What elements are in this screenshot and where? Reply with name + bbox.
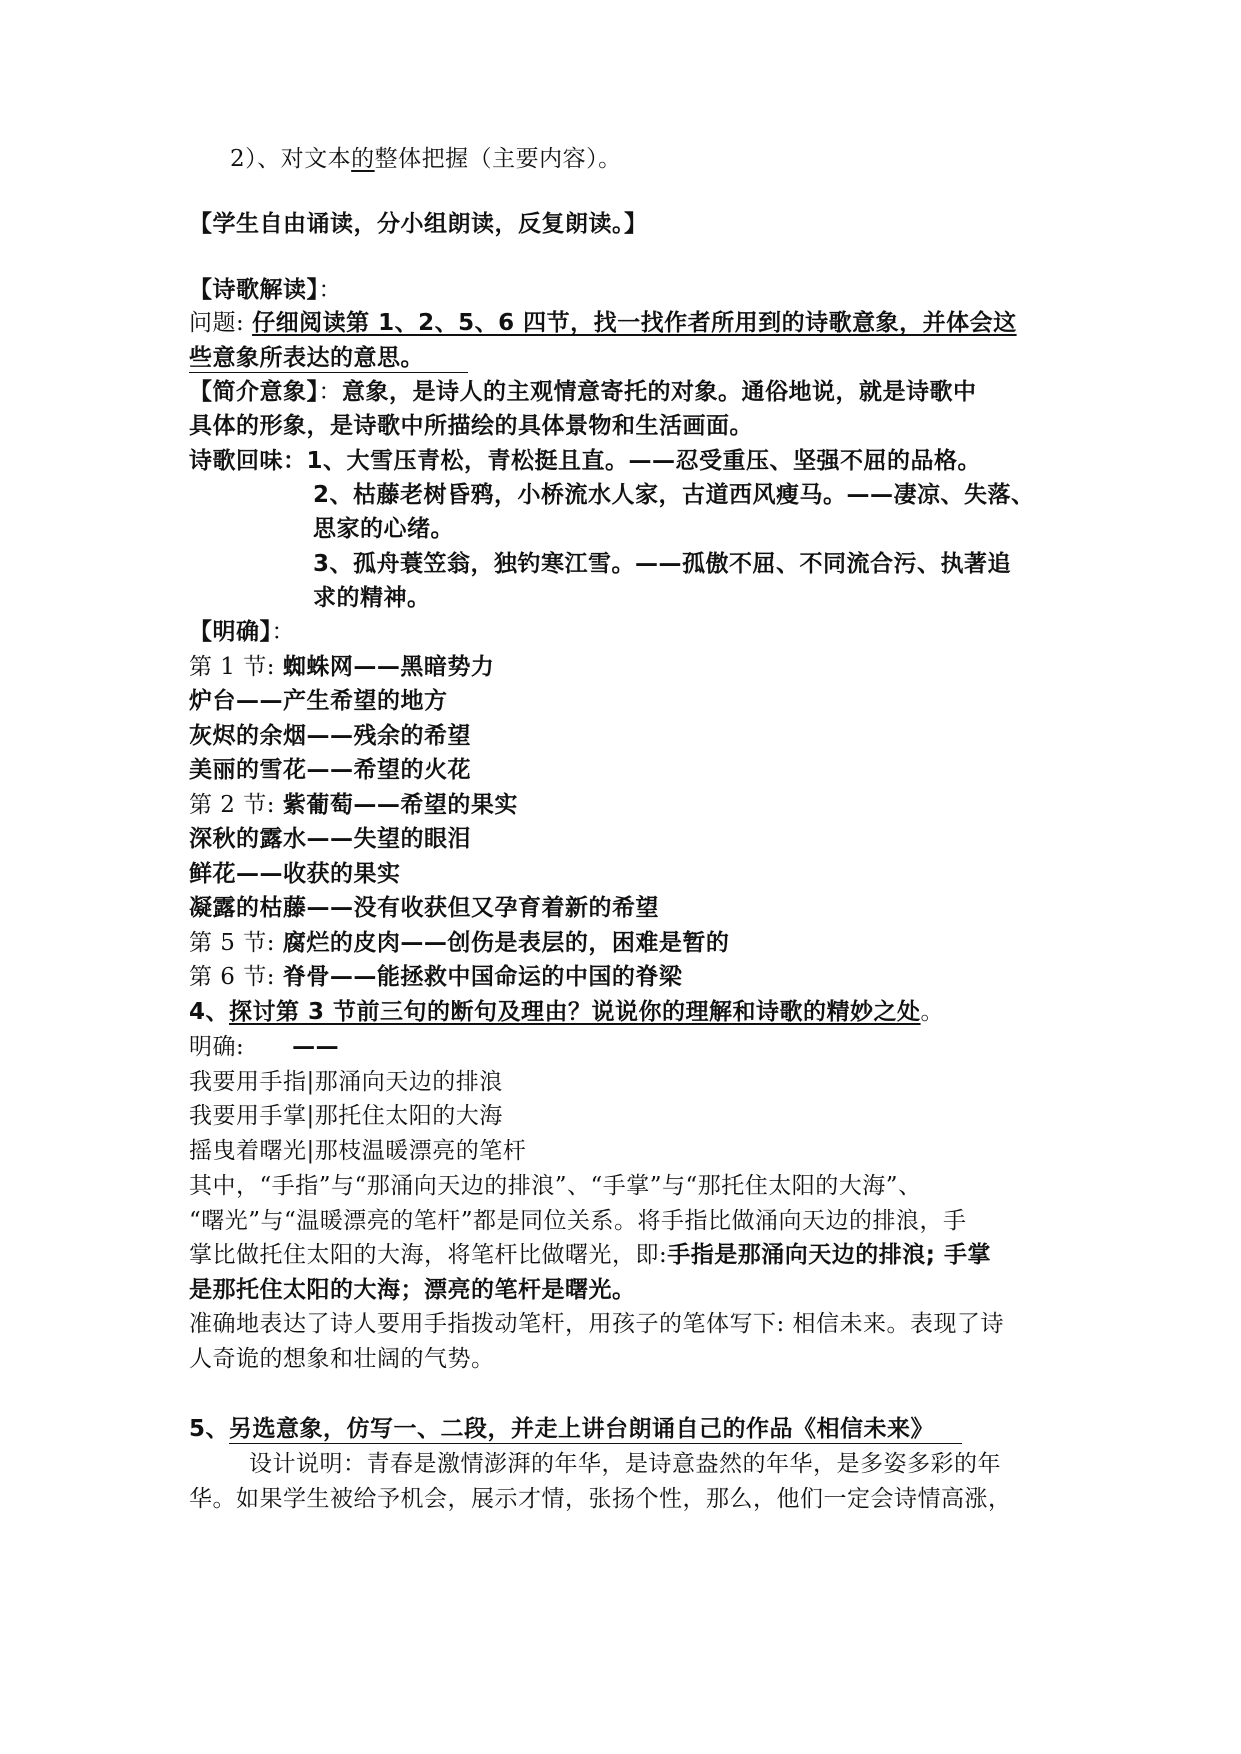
imagery-pair: 紫葡萄——希望的果实 (282, 792, 518, 818)
section-1-line (189, 649, 494, 685)
question-number: 4、 (189, 999, 230, 1025)
explanation-line (189, 1237, 991, 1273)
section-label: 第 1 节: (189, 654, 276, 680)
poem-review-item-3-cont: 求的精神。 (313, 585, 431, 611)
clarify-heading-text: 【明确】 (189, 619, 272, 645)
question-4-end: 。 (920, 999, 945, 1025)
explanation-line: “曙光”与“温暖漂亮的笔杆”都是同位关系。将手指比做涌向天边的排浪，手 (189, 1208, 967, 1234)
summary-line: 准确地表达了诗人要用手指拨动笔杆，用孩子的笔体写下: 相信未来。表现了诗 (189, 1311, 1005, 1337)
imagery-pair: 鲜花——收获的果实 (189, 861, 401, 887)
question-number: 5、 (189, 1416, 230, 1442)
poem-review-item-2-cont: 思家的心绪。 (313, 516, 454, 542)
imagery-pair: 美丽的雪花——希望的火花 (189, 757, 471, 783)
imagery-pair: 炉台——产生希望的地方 (189, 688, 448, 714)
section-label: 第 5 节: (189, 930, 276, 956)
poem-line: 我要用手掌|那托住太阳的大海 (189, 1103, 503, 1129)
clarify-heading (189, 614, 295, 650)
section-2-line (189, 787, 518, 823)
poem-review-item-3: 3、孤舟蓑笠翁，独钓寒江雪。——孤傲不屈、不同流合污、执著追 (313, 551, 1012, 577)
design-note-line: 设计说明：青春是激情澎湃的年华，是诗意盎然的年华，是多姿多彩的年 (249, 1451, 1001, 1477)
heading-text: 【诗歌解读】 (189, 277, 319, 303)
question-line-2 (189, 340, 468, 376)
imagery-colon: ： (318, 379, 342, 405)
imagery-heading: 【简介意象】 (189, 379, 319, 405)
question-line-1 (189, 305, 1017, 341)
section-label: 第 2 节: (189, 792, 276, 818)
imagery-pair: 脊骨——能拯救中国命运的中国的脊梁 (282, 964, 683, 990)
q4-clarify-line (189, 1029, 339, 1065)
summary-line: 人奇诡的想象和壮阔的气势。 (189, 1346, 495, 1372)
clarify-colon: ： (271, 619, 295, 645)
explanation-line: 是那托住太阳的大海；漂亮的笔杆是曙光。 (189, 1277, 636, 1303)
explanation-bold: 手指是那涌向天边的排浪; 手掌 (667, 1242, 991, 1268)
imagery-pair: 凝露的枯藤——没有收获但又孕育着新的希望 (189, 895, 659, 921)
imagery-pair: 深秋的露水——失望的眼泪 (189, 826, 471, 852)
section-5-line (189, 925, 729, 961)
poem-analysis-heading (189, 272, 342, 308)
section-label: 第 6 节: (189, 964, 276, 990)
design-note-line: 华。如果学生被给予机会，展示才情，张扬个性，那么，他们一定会诗情高涨， (189, 1486, 1012, 1512)
imagery-pair: 灰烬的余烟——残余的希望 (189, 723, 471, 749)
explanation-normal: 掌比做托住太阳的大海，将笔杆比做曙光，即: (189, 1242, 668, 1268)
review-item-text: 1、大雪压青松，青松挺且直。——忍受重压、坚强不屈的品格。 (306, 448, 982, 474)
poem-review-item-1 (189, 443, 981, 479)
clarify-dash: —— (292, 1034, 340, 1060)
clarify-label: 明确: (189, 1034, 245, 1060)
student-reading-note: 【学生自由诵读，分小组朗读，反复朗读。】 (189, 211, 648, 237)
question-label: 问题: (189, 310, 245, 336)
heading-colon: ： (318, 277, 342, 303)
imagery-pair: 腐烂的皮肉——创伤是表层的，困难是暂的 (282, 930, 730, 956)
explanation-line: 其中，“手指”与“那涌向天边的排浪”、“手掌”与“那托住太阳的大海”、 (189, 1173, 922, 1199)
poem-review-label: 诗歌回味： (189, 448, 307, 474)
section-6-line (189, 959, 682, 995)
question-text: 仔细阅读第 1、2、5、6 四节，找一找作者所用到的诗歌意象，并体会这 (252, 310, 1017, 336)
imagery-text: 意象，是诗人的主观情意寄托的对象。通俗地说，就是诗歌中 (342, 379, 977, 405)
question-text-cont: 些意象所表达的意思。 (189, 345, 468, 373)
title-underlined-char: 的 (351, 146, 375, 172)
poem-line: 摇曳着曙光|那枝温暖漂亮的笔杆 (189, 1138, 527, 1164)
question-4-text: 探讨第 3 节前三句的断句及理由？说说你的理解和诗歌的精妙之处 (229, 999, 921, 1025)
imagery-intro-line-1 (189, 374, 977, 410)
question-5-text: 另选意象，仿写一、二段，并走上讲台朗诵自己的作品《相信未来》 (229, 1416, 962, 1444)
imagery-pair: 蜘蛛网——黑暗势力 (282, 654, 495, 680)
section-2-title (230, 141, 622, 177)
question-5 (189, 1411, 962, 1447)
title-prefix: 2）、对文本 (230, 146, 352, 172)
title-suffix: 整体把握（主要内容）。 (374, 146, 622, 172)
question-4 (189, 994, 944, 1030)
poem-review-item-2: 2、枯藤老树昏鸦，小桥流水人家，古道西风瘦马。——凄凉、失落、 (313, 482, 1035, 508)
poem-line: 我要用手指|那涌向天边的排浪 (189, 1069, 503, 1095)
imagery-intro-line-2: 具体的形象，是诗歌中所描绘的具体景物和生活画面。 (189, 413, 753, 439)
